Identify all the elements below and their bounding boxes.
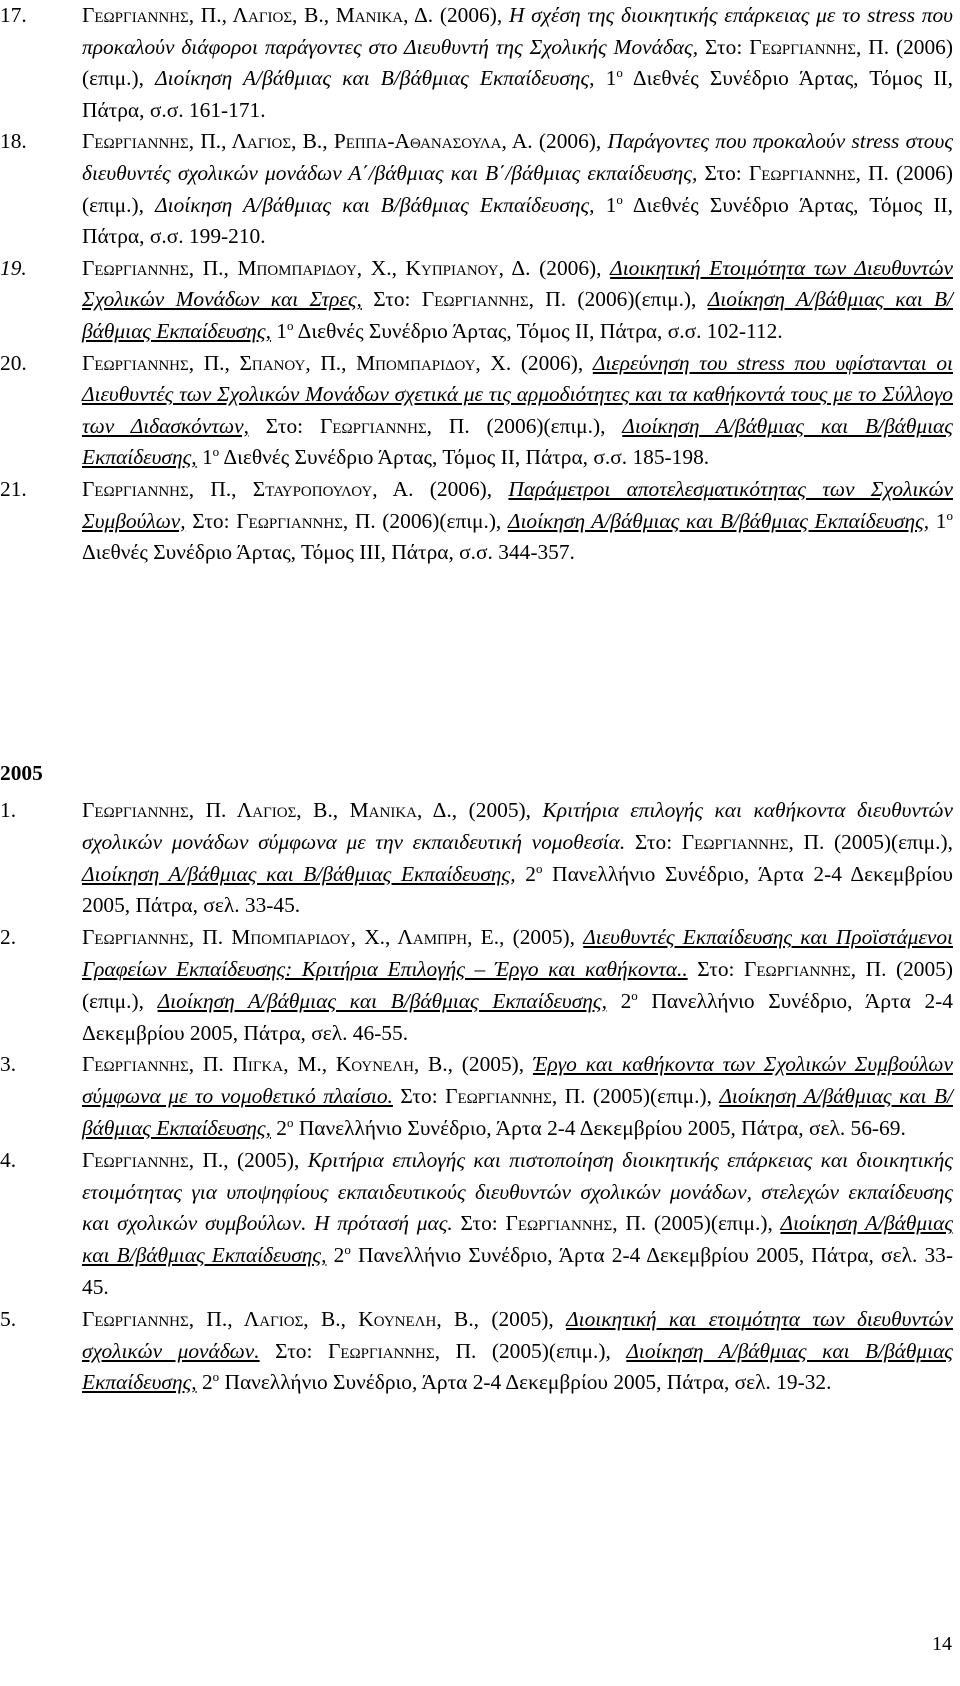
reference-text xyxy=(82,253,953,348)
reference-number: 5. xyxy=(0,1306,17,1331)
reference-editor-rest: Π. (2006)(επιμ.), xyxy=(545,287,697,312)
ordinal-superscript: ο xyxy=(616,65,623,81)
reference-editor-rest: Π. (2006)(επιμ.), xyxy=(354,508,502,533)
reference-number: 17. xyxy=(0,3,27,27)
ordinal-superscript: ο xyxy=(946,507,953,523)
reference-conf-ordinal: 1 xyxy=(276,318,287,343)
reference-title: Παράμετροι αποτελεσματικότητας των Σχολικών Συμβούλων, xyxy=(82,476,953,533)
reference-in: Στο: xyxy=(192,508,230,533)
reference-number: 19. xyxy=(0,255,27,280)
reference-editor-rest: Π. (2006)(επιμ.), xyxy=(82,34,953,91)
reference-text xyxy=(82,1049,953,1144)
reference-text xyxy=(82,126,953,252)
reference-in: Στο: xyxy=(373,287,411,312)
reference-list-2006 xyxy=(0,0,953,569)
reference-conference: Διεθνές Συνέδριο Άρτας, Τόμος ΙΙΙ, Πάτρα, σ.σ. 344-357. xyxy=(82,540,575,565)
reference-authors: Γεωργιαννησ, Π., Μπομπαριδου, Χ., Κυπριανου, Δ. xyxy=(82,255,531,280)
reference-editor: Γεωργιαννησ, xyxy=(749,34,862,59)
reference-authors: Γεωργιαννησ, Π. Πιγκα, Μ., Κουνελη, Β., xyxy=(82,1052,453,1077)
ordinal-superscript: ο xyxy=(616,191,623,207)
ordinal-superscript: ο xyxy=(344,1242,351,1258)
reference-book: Διοίκηση Α/βάθμιας και Β/βάθμιας Εκπαίδευσης, xyxy=(82,861,516,886)
reference-year: (2005), xyxy=(512,925,575,950)
reference-year: (2005), xyxy=(491,1306,554,1331)
reference-item xyxy=(0,1049,953,1144)
reference-conf-ordinal: 2 xyxy=(201,1370,213,1395)
reference-year: (2005), xyxy=(468,798,532,822)
reference-conf-ordinal: 2 xyxy=(333,1243,345,1268)
reference-editor: Γεωργιαννησ, xyxy=(236,508,349,533)
reference-authors: Γεωργιαννησ, Π., Σπανου, Π., Μπομπαριδου, Χ. xyxy=(82,350,512,375)
reference-list-2005 xyxy=(0,795,953,1399)
reference-editor: Γεωργιαννησ, xyxy=(744,956,857,981)
reference-conf-ordinal: 1 xyxy=(605,66,617,91)
reference-title: Κριτήρια επιλογής και πιστοποίηση διοικητικής επάρκειας και διοικητικής ετοιμότητας για υποψηφίους εκπαιδευτικούς διευθυντών σχολικών μονάδων, στελεχών εκπαίδευσης και σχολικών συμβούλων. Η πρότασή μας. xyxy=(82,1147,953,1236)
reference-in: Στο: xyxy=(697,956,735,981)
reference-year: (2006), xyxy=(520,350,584,375)
reference-editor-rest: Π. (2005)(επιμ.), xyxy=(455,1338,611,1363)
reference-number: 20. xyxy=(0,350,27,375)
reference-editor-rest: Π. (2006)(επιμ.), xyxy=(82,160,953,217)
ordinal-superscript: ο xyxy=(287,317,294,333)
reference-title: Διοικητική και ετοιμότητα των διευθυντών σχολικών μονάδων. xyxy=(82,1306,953,1363)
reference-authors: Γεωργιαννησ, Π. Μπομπαριδου, Χ., Λαμπρη, Ε., xyxy=(82,925,505,950)
reference-item xyxy=(0,126,953,252)
reference-text xyxy=(82,0,953,126)
reference-book: Διοίκηση Α/βάθμιας και Β/βάθμιας Εκπαίδευσης, xyxy=(157,988,607,1013)
reference-conference: Πανελλήνιο Συνέδριο, Άρτα 2-4 Δεκεμβρίου 2005, Πάτρα, σελ. 33-45. xyxy=(82,1243,954,1299)
reference-authors: Γεωργιαννησ, Π., Λαγιοσ, Β., Ρεππα-Αθανασουλα, Α. xyxy=(82,129,533,154)
reference-in: Στο: xyxy=(460,1211,498,1236)
reference-editor-rest: Π. (2005)(επιμ.), xyxy=(803,829,953,854)
reference-year: (2006), xyxy=(539,255,602,280)
reference-title: Η σχέση της διοικητικής επάρκειας με το stress που προκαλούν διάφοροι παράγοντες στο Διευθυντή της Σχολικής Μονάδας, xyxy=(82,3,953,59)
reference-item xyxy=(0,474,953,569)
reference-in: Στο: xyxy=(704,160,742,185)
reference-text xyxy=(82,795,953,922)
reference-editor-rest: Π. (2005)(επιμ.), xyxy=(625,1211,773,1236)
reference-conference: Πανελλήνιο Συνέδριο, Άρτα 2-4 Δεκεμβρίου 2005, Πάτρα, σελ. 56-69. xyxy=(298,1115,906,1140)
reference-year: (2006), xyxy=(429,476,493,501)
reference-in: Στο: xyxy=(275,1338,313,1363)
reference-book: Διοίκηση Α/βάθμιας και Β/βάθμιας Εκπαίδευσης, xyxy=(82,1338,953,1395)
reference-text xyxy=(82,348,953,474)
reference-conference: Διεθνές Συνέδριο Άρτας, Τόμος ΙΙ, Πάτρα, σ.σ. 161-171. xyxy=(82,66,953,122)
reference-item xyxy=(0,922,953,1049)
reference-book: Διοίκηση Α/βάθμιας και Β/βάθμιας Εκπαίδευσης, xyxy=(155,192,595,217)
reference-year: (2006), xyxy=(439,3,503,27)
reference-title: Έργο και καθήκοντα των Σχολικών Συμβούλων σύμφωνα με το νομοθετικό πλαίσιο. xyxy=(82,1052,953,1109)
reference-authors: Γεωργιαννησ, Π., Σταυροπουλου, Α. xyxy=(82,476,414,501)
reference-conference: Πανελλήνιο Συνέδριο, Άρτα 2-4 Δεκεμβρίου 2005, Πάτρα, σελ. 46-55. xyxy=(82,988,953,1045)
reference-authors: Γεωργιαννησ, Π., Λαγιοσ, Β., Κουνελη, Β., xyxy=(82,1306,480,1331)
reference-editor: Γεωργιαννησ, xyxy=(505,1211,618,1236)
reference-conference: Διεθνές Συνέδριο Άρτας, Τόμος ΙΙ, Πάτρα, σ.σ. 185-198. xyxy=(223,445,710,470)
reference-editor: Γεωργιαννησ, xyxy=(319,413,433,438)
reference-editor-rest: Π. (2005)(επιμ.), xyxy=(564,1084,712,1109)
reference-in: Στο: xyxy=(400,1084,438,1109)
reference-conf-ordinal: 1 xyxy=(201,445,213,470)
reference-number: 1. xyxy=(0,798,17,822)
reference-number: 2. xyxy=(0,925,17,950)
reference-item xyxy=(0,348,953,474)
ordinal-superscript: ο xyxy=(212,1369,220,1385)
reference-editor: Γεωργιαννησ, xyxy=(748,160,861,185)
ordinal-superscript: ο xyxy=(535,860,543,876)
reference-editor: Γεωργιαννησ, xyxy=(421,287,534,312)
reference-book: Διοίκηση Α/βάθμιας και Β/βάθμιας Εκπαίδευσης, xyxy=(155,66,595,91)
reference-year: (2005), xyxy=(236,1147,300,1172)
reference-number: 4. xyxy=(0,1147,17,1172)
reference-item xyxy=(0,1145,953,1304)
reference-editor-rest: Π. (2005)(επιμ.), xyxy=(82,956,953,1013)
reference-book: Διοίκηση Α/βάθμιας και Β/βάθμιας Εκπαίδευσης, xyxy=(507,508,930,533)
reference-conference: Πανελλήνιο Συνέδριο, Άρτα 2-4 Δεκεμβρίου 2005, Πάτρα, σελ. 33-45. xyxy=(82,861,953,918)
reference-item xyxy=(0,1304,953,1399)
reference-authors: Γεωργιαννησ, Π., Λαγιοσ, Β., Μανικα, Δ. xyxy=(82,3,434,27)
reference-authors: Γεωργιαννησ, Π. Λαγιοσ, Β., Μανικα, Δ., xyxy=(82,798,458,822)
reference-item xyxy=(0,253,953,348)
ordinal-superscript: ο xyxy=(212,444,220,460)
reference-book: Διοίκηση Α/βάθμιας και Β/βάθμιας Εκπαίδευσης, xyxy=(82,1084,953,1140)
reference-number: 18. xyxy=(0,129,27,154)
reference-title: Κριτήρια επιλογής και καθήκοντα διευθυντών σχολικών μονάδων σύμφωνα με την εκπαιδευτική νομοθεσία. xyxy=(82,798,953,854)
reference-conference: Πανελλήνιο Συνέδριο, Άρτα 2-4 Δεκεμβρίου 2005, Πάτρα, σελ. 19-32. xyxy=(224,1370,832,1395)
reference-book: Διοίκηση Α/βάθμιας και Β/βάθμιας Εκπαίδευσης, xyxy=(82,287,953,343)
reference-year: (2006), xyxy=(538,129,602,154)
reference-conf-ordinal: 2 xyxy=(525,861,536,886)
year-heading: 2005 xyxy=(0,761,43,785)
reference-text xyxy=(82,1304,953,1399)
reference-in: Στο: xyxy=(634,829,673,854)
reference-conf-ordinal: 2 xyxy=(620,988,632,1013)
reference-item xyxy=(0,0,953,126)
reference-editor: Γεωργιαννησ, xyxy=(681,829,794,854)
reference-conference: Διεθνές Συνέδριο Άρτας, Τόμος ΙΙ, Πάτρα, σ.σ. 199-210. xyxy=(82,192,953,249)
reference-title: Διοικητική Ετοιμότητα των Διευθυντών Σχολικών Μονάδων και Στρες, xyxy=(82,255,953,312)
reference-conf-ordinal: 1 xyxy=(935,508,947,533)
reference-in: Στο: xyxy=(265,413,304,438)
reference-text xyxy=(82,474,953,569)
reference-title: Διερεύνηση του stress που υφίστανται οι Διευθυντές των Σχολικών Μονάδων σχετικά με τις αρμοδιότητες και τα καθήκοντά τους με το Σύλλογο των Διδασκόντων, xyxy=(82,350,953,438)
reference-book: Διοίκηση Α/βάθμιας και Β/βάθμιας Εκπαίδευσης, xyxy=(82,1211,953,1268)
reference-text xyxy=(82,1145,953,1304)
reference-title: Διευθυντές Εκπαίδευσης και Προϊστάμενοι Γραφείων Εκπαίδευσης: Κριτήρια Επιλογής – Έργο και καθήκοντα.. xyxy=(82,925,953,981)
reference-editor-rest: Π. (2006)(επιμ.), xyxy=(448,413,606,438)
reference-year: (2005), xyxy=(461,1052,525,1077)
reference-number: 3. xyxy=(0,1052,17,1077)
ordinal-superscript: ο xyxy=(287,1114,294,1130)
reference-editor: Γεωργιαννησ, xyxy=(445,1084,558,1109)
reference-book: Διοίκηση Α/βάθμιας και Β/βάθμιας Εκπαίδευσης, xyxy=(82,413,953,470)
reference-text xyxy=(82,922,953,1049)
reference-item xyxy=(0,795,953,922)
reference-authors: Γεωργιαννησ, Π., xyxy=(82,1147,229,1172)
reference-in: Στο: xyxy=(704,34,743,59)
reference-title: Παράγοντες που προκαλούν stress στους διευθυντές σχολικών μονάδων Α΄/βάθμιας και Β΄/βάθμιας εκπαίδευσης, xyxy=(82,129,953,185)
reference-editor: Γεωργιαννησ, xyxy=(327,1338,441,1363)
reference-conf-ordinal: 1 xyxy=(605,192,617,217)
page-number: 14 xyxy=(932,1633,952,1655)
ordinal-superscript: ο xyxy=(631,987,638,1003)
reference-number: 21. xyxy=(0,476,27,501)
reference-conference: Διεθνές Συνέδριο Άρτας, Τόμος ΙΙ, Πάτρα, σ.σ. 102-112. xyxy=(297,318,783,343)
reference-conf-ordinal: 2 xyxy=(276,1115,287,1140)
